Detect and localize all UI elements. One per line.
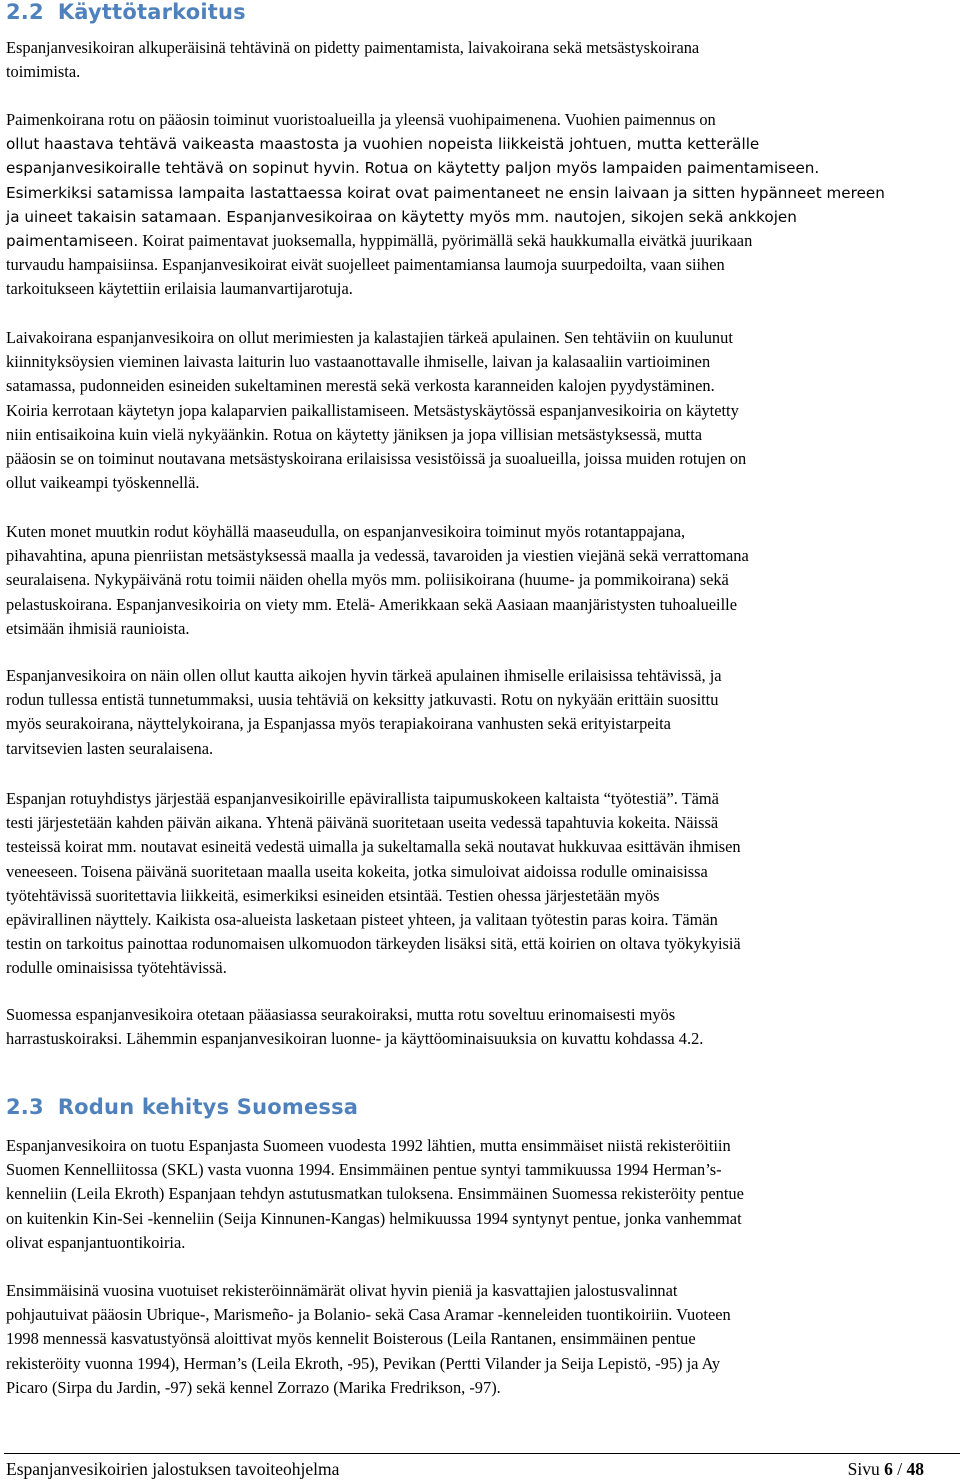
paragraph	[6, 1134, 954, 1255]
text-line: 1998 mennessä kasvatustyönsä aloittivat myös kennelit Boisterous (Leila Rantanen, ensimmäinen pentue	[6, 1329, 696, 1349]
text-line	[6, 229, 954, 253]
text-line	[6, 108, 954, 132]
text-segment: Espanjanvesikoirat eivät suojelleet paimentamiansa laumoja suurpedoilta, vaan siihen	[158, 255, 725, 275]
text-line: myös seurakoirana, näyttelykoirana, ja Espanjassa myös terapiakoirana vanhusten sekä erityistarpeita	[6, 714, 671, 734]
section-title: Rodun kehitys Suomessa	[57, 1095, 359, 1119]
text-line	[6, 156, 954, 180]
text-line: Espanjanvesikoiran alkuperäisinä tehtävinä on pidetty paimentamista, laivakoirana sekä metsästyskoirana	[6, 38, 700, 57]
text-line: seuralaisena. Nykypäivänä rotu toimii näiden ohella myös mm. poliisikoirana (huume- ja pommikoirana) sekä	[6, 570, 729, 590]
text-segment: Espanjanvesikoiraa on käytetty myös mm. nautojen, sikojen sekä ankkojen	[221, 207, 797, 226]
section-heading-2-3	[6, 1095, 358, 1119]
paragraph	[6, 326, 954, 495]
text-line: testi järjestetään kahden päivän aikana. Yhtenä päivänä suoritetaan useita vedessä tapahtuvia kokeita. Näissä	[6, 813, 719, 833]
text-line: ollut haastava tehtävä vaikeasta maastosta ja vuohien nopeista liikkeistä johtuen, mutta ketterälle	[6, 135, 760, 154]
section-title: Käyttötarkoitus	[57, 0, 246, 24]
text-line: työtehtävissä suoritettavia liikkeitä, esimerkiksi esineiden etsintää. Testien ohessa järjestetään myös	[6, 885, 660, 905]
text-line: tarkoitukseen käytettiin erilaisia laumanvartijarotuja.	[6, 279, 353, 299]
text-line: kenneliin (Leila Ekroth) Espanjaan tehdyn astutusmatkan tuloksena. Ensimmäinen Suomessa rekisteröity pentue	[6, 1184, 744, 1204]
text-segment: espanjanvesikoiralle tehtävä on sopinut hyvin.	[6, 159, 360, 178]
text-line: Koiria kerrotaan käytetyn jopa kalaparvien paikallistamiseen. Metsästyskäytössä espanjanvesikoiria on käytetty	[6, 400, 739, 420]
text-segment: Rotua on käytetty paljon myös lampaiden paimentamiseen.	[359, 159, 820, 178]
text-line: Esimerkiksi satamissa lampaita lastattaessa koirat ovat paimentaneet ne ensin laivaan ja sitten hypänneet mereen	[6, 183, 885, 202]
text-line	[6, 205, 954, 229]
text-line: on kuitenkin Kin-Sei -kenneliin (Seija Kinnunen-Kangas) helmikuussa 1994 syntynyt pentue, jonka vanhemmat	[6, 1208, 742, 1228]
text-line: rodun tullessa entistä tunnetummaksi, uusia tehtäviä on keksitty jatkuvasti. Rotu on nykyään erittäin suosittu	[6, 690, 719, 710]
text-line: niin entisaikoina kuin vielä nykyäänkin. Rotua on käytetty jäniksen ja jopa villisian metsästyksessä, mutta	[6, 424, 703, 444]
text-line: rekisteröity vuonna 1994), Herman’s (Leila Ekroth, -95), Pevikan (Pertti Vilander ja Seija Lepistö, -95) ja Ay	[6, 1353, 721, 1373]
text-line: Espanjan rotuyhdistys järjestää espanjanvesikoirille epävirallista taipumuskokeen kaltaista “työtestiä”. Tämä	[6, 789, 719, 808]
text-line: Espanjanvesikoira on tuotu Espanjasta Suomeen vuodesta 1992 lähtien, mutta ensimmäiset niistä rekisteröitiin	[6, 1136, 731, 1155]
text-line: pelastuskoirana. Espanjanvesikoiria on viety mm. Etelä- Amerikkaan sekä Aasiaan maanjäristysten tuhoalueille	[6, 594, 737, 614]
paragraph	[6, 36, 954, 84]
paragraph	[6, 108, 954, 302]
text-line: olivat espanjantuontikoiria.	[6, 1232, 186, 1252]
text-line: tarvitsevien lasten seuralaisena.	[6, 738, 214, 758]
text-line: pohjautuivat pääosin Ubrique-, Marismeño- ja Bolanio- sekä Casa Aramar -kenneleiden tuontikoiriin. Vuoteen	[6, 1305, 731, 1325]
text-line: testeissä koirat mm. noutavat esineitä vedestä uimalla ja sukeltamalla sekä noutavat hukkuvaa esittävän ihmisen	[6, 837, 741, 857]
text-segment: ja uineet takaisin satamaan.	[6, 207, 222, 226]
text-line: kiinnityksöysien vieminen laivasta laiturin luo vastaanottavalle ihmiselle, laivan ja kalasaaliin vartioiminen	[6, 352, 711, 372]
text-line: veneeseen. Toisena päivänä suoritetaan maalla useita kokeita, jotka simuloivat aidoissa rodulle ominaisissa	[6, 861, 708, 881]
footer-divider	[4, 1453, 960, 1454]
section-number: 2.2	[6, 0, 44, 24]
page-label: Sivu	[847, 1459, 880, 1479]
text-line: Laivakoirana espanjanvesikoira on ollut merimiesten ja kalastajien tärkeä apulainen. Sen tehtäviin on kuulunut	[6, 328, 733, 347]
text-line: epävirallinen näyttely. Kaikista osa-alueista lasketaan pisteet yhteen, ja valitaan työtestin paras koira. Tämän	[6, 910, 718, 930]
text-line: rodulle ominaisissa työtehtävissä.	[6, 958, 227, 978]
text-segment: Koirat paimentavat juoksemalla, hyppimällä, pyörimällä sekä haukkumalla eivätkä juurikaan	[138, 231, 753, 251]
text-line: Espanjanvesikoira on näin ollen ollut kautta aikojen hyvin tärkeä apulainen ihmiselle erilaisissa tehtävissä, ja	[6, 666, 722, 685]
text-line: Picaro (Sirpa du Jardin, -97) sekä kennel Zorrazo (Marika Fredrikson, -97).	[6, 1377, 501, 1397]
text-line: Suomessa espanjanvesikoira otetaan pääasiassa seurakoiraksi, mutta rotu soveltuu erinomaisesti myös	[6, 1005, 676, 1024]
page-current: 6	[884, 1459, 893, 1479]
page-separator: /	[892, 1459, 907, 1479]
text-line: Suomen Kennelliitossa (SKL) vasta vuonna 1994. Ensimmäinen pentue syntyi tammikuussa 1994 Herman’s-	[6, 1160, 722, 1180]
text-segment: turvaudu hampaisiinsa.	[6, 255, 159, 275]
page-total: 48	[906, 1459, 924, 1479]
paragraph	[6, 1279, 954, 1400]
text-line: pääosin se on toiminut noutavana metsästyskoirana erilaisissa vesistöissä ja suoalueilla, joissa muiden rotujen on	[6, 449, 747, 469]
text-segment: Vuohien paimennus on	[560, 110, 716, 129]
paragraph	[6, 787, 954, 981]
text-line: testin on tarkoitus painottaa rodunomaisen ulkomuodon tärkeyden lisäksi sitä, että koirien on oltava työkykyisiä	[6, 934, 741, 954]
paragraph	[6, 664, 954, 761]
text-line: ollut vaikeampi työskennellä.	[6, 473, 200, 493]
text-line: Kuten monet muutkin rodut köyhällä maaseudulla, on espanjanvesikoira toiminut myös rotantappajana,	[6, 522, 686, 541]
text-line	[6, 253, 954, 277]
section-heading-2-2	[6, 0, 246, 24]
text-line: pihavahtina, apuna pienriistan metsästyksessä maalla ja vedessä, tavaroiden ja viestien viejänä sekä verrattomana	[6, 546, 749, 566]
text-segment: paimentamiseen.	[6, 232, 139, 251]
footer-document-title: Espanjanvesikoirien jalostuksen tavoiteohjelma	[6, 1459, 340, 1479]
text-line: etsimään ihmisiä raunioista.	[6, 618, 190, 638]
text-line: toimimista.	[6, 62, 81, 82]
footer-page-number	[848, 1459, 924, 1480]
text-line: Ensimmäisinä vuosina vuotuiset rekisteröinnämärät olivat hyvin pieniä ja kasvattajien jalostusvalinnat	[6, 1281, 678, 1300]
section-number: 2.3	[6, 1095, 44, 1119]
text-line: harrastuskoiraksi. Lähemmin espanjanvesikoiran luonne- ja käyttöominaisuuksia on kuvattu kohdassa 4.2.	[6, 1029, 704, 1049]
text-line: satamassa, pudonneiden esineiden sukeltaminen merestä sekä verkosta karanneiden kalojen pyydystäminen.	[6, 376, 715, 396]
text-segment: Paimenkoirana rotu on pääosin toiminut vuoristoalueilla ja yleensä vuohipaimenena.	[6, 110, 561, 129]
paragraph	[6, 520, 954, 641]
paragraph	[6, 1003, 954, 1051]
